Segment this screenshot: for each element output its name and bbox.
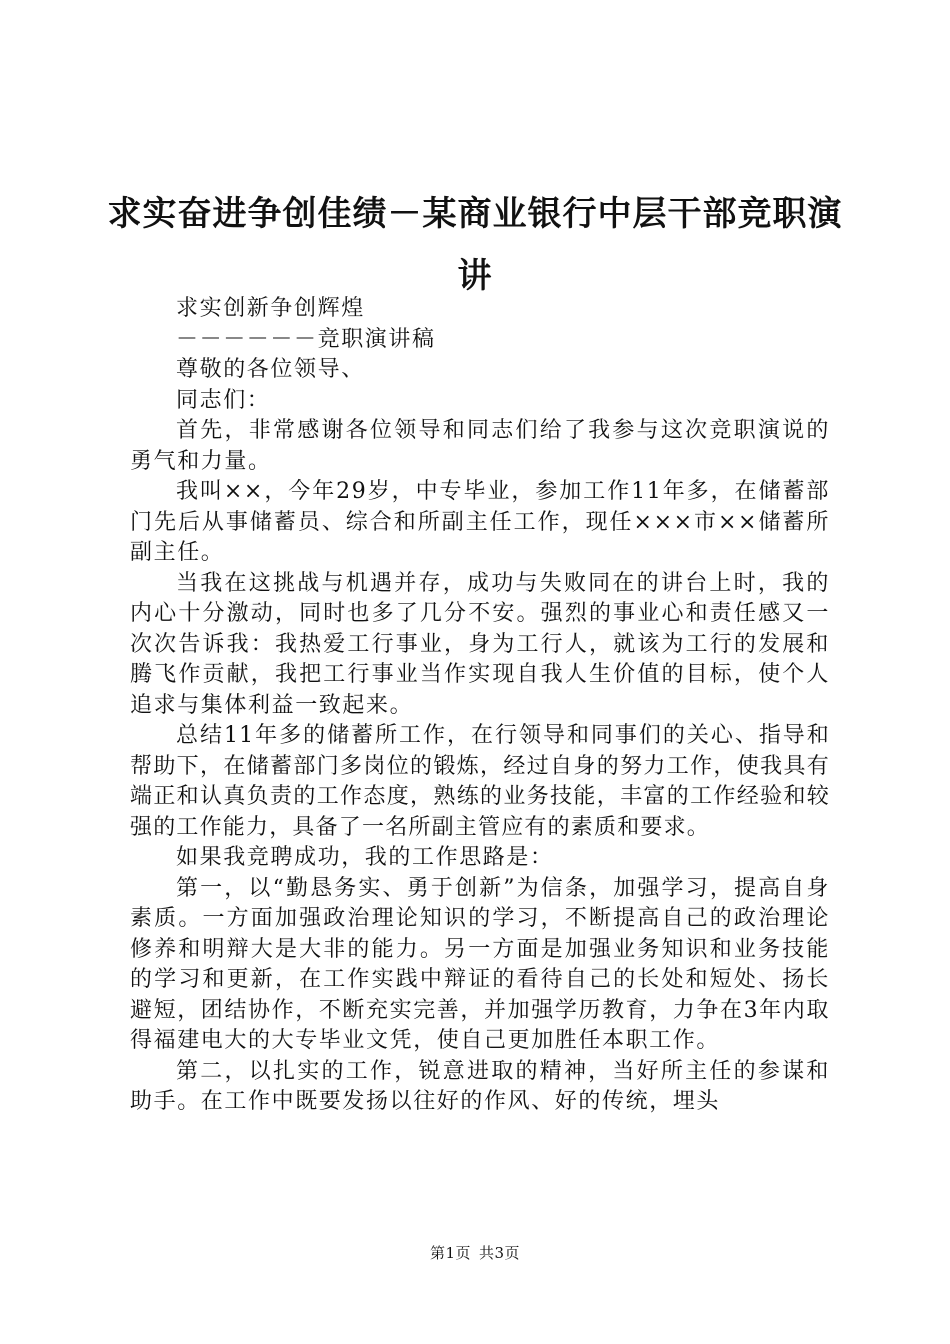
page-number-current: 第1页 bbox=[429, 1244, 471, 1262]
subtitle-line: 求实创新争创辉煌 bbox=[176, 296, 365, 321]
page-footer bbox=[0, 1243, 950, 1263]
document-body bbox=[130, 294, 830, 1118]
document-title: 求实奋进争创佳绩－某商业银行中层干部竞职演讲 bbox=[107, 194, 843, 296]
salutation-line-1: 尊敬的各位领导、 bbox=[176, 357, 365, 382]
body-paragraph: 总结11年多的储蓄所工作，在行领导和同事们的关心、指导和帮助下，在储蓄部门多岗位的锻炼，经过自身的努力工作，使我具有端正和认真负责的工作态度，熟练的业务技能，丰富的工作经验和较强的工作能力，具备了一名所副主管应有的素质和要求。 bbox=[130, 723, 830, 840]
body-paragraph: 首先，非常感谢各位领导和同志们给了我参与这次竞职演说的勇气和力量。 bbox=[130, 418, 830, 474]
body-paragraph: 第一，以“勤恳务实、勇于创新”为信条，加强学习，提高自身素质。一方面加强政治理论知识的学习，不断提高自己的政治理论修养和明辩大是大非的能力。另一方面是加强业务知识和业务技能的学习和更新，在工作实践中辩证的看待自己的长处和短处、扬长避短，团结协作，不断充实完善，并加强学历教育，力争在3年内取得福建电大的大专毕业文凭，使自己更加胜任本职工作。 bbox=[130, 875, 830, 1053]
body-paragraph: 当我在这挑战与机遇并存，成功与失败同在的讲台上时，我的内心十分激动，同时也多了几分不安。强烈的事业心和责任感又一次次告诉我：我热爱工行事业，身为工行人，就该为工行的发展和腾飞作贡献，我把工行事业当作实现自我人生价值的目标，使个人追求与集体利益一致起来。 bbox=[130, 570, 830, 718]
body-paragraph: 第二，以扎实的工作，锐意进取的精神，当好所主任的参谋和助手。在工作中既要发扬以往好的作风、好的传统，埋头 bbox=[130, 1058, 830, 1114]
subtitle-dash-line: －－－－－－竞职演讲稿 bbox=[176, 326, 436, 352]
salutation-line-2: 同志们： bbox=[176, 387, 271, 413]
body-paragraph: 如果我竞聘成功，我的工作思路是： bbox=[176, 845, 554, 870]
body-paragraph: 我叫××，今年29岁，中专毕业，参加工作11年多，在储蓄部门先后从事储蓄员、综合和所副主任工作，现任×××市××储蓄所副主任。 bbox=[130, 479, 830, 565]
page-number-total: 共3页 bbox=[479, 1244, 521, 1262]
